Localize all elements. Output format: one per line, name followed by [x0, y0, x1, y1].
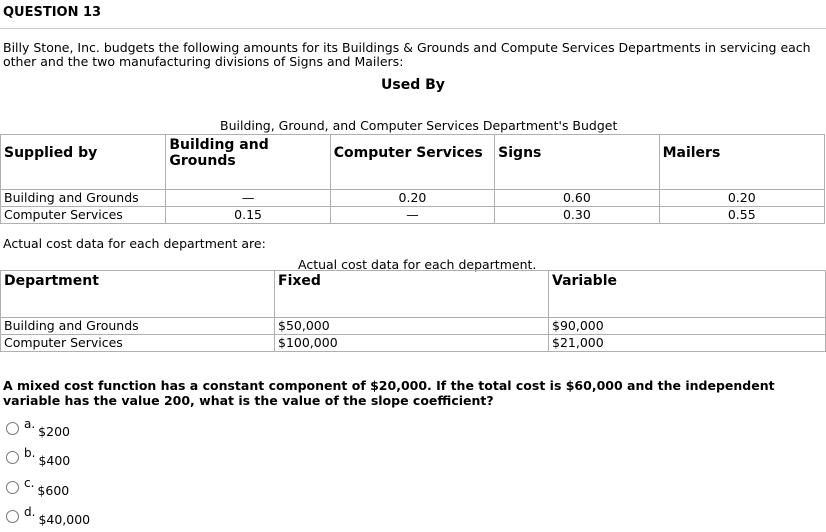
cell: Computer Services [1, 207, 166, 224]
option-letter: a. [24, 417, 36, 431]
header-fixed: Fixed [275, 271, 549, 318]
option-letter: c. [24, 476, 35, 490]
cell: — [166, 190, 330, 207]
option-letter: b. [24, 446, 36, 460]
option-a[interactable] [6, 418, 70, 438]
cell: 0.15 [166, 207, 330, 224]
cell: 0.55 [659, 207, 824, 224]
question-text: A mixed cost function has a constant component of $20,000. If the total cost is $60,000 and the independent variable has the value 200, what is the value of the slope coefficient? [3, 378, 775, 408]
option-value: $40,000 [38, 511, 91, 527]
cost-table [0, 270, 826, 352]
used-by-heading: Used By [381, 77, 445, 93]
table-header-row [1, 135, 825, 190]
table-row [1, 335, 826, 352]
table-row [1, 190, 825, 207]
option-b[interactable] [6, 447, 70, 467]
header-computer-services: Computer Services [330, 135, 494, 190]
radio-button[interactable] [6, 451, 19, 464]
radio-button[interactable] [6, 422, 19, 435]
cell: 0.60 [495, 190, 659, 207]
table-row [1, 207, 825, 224]
budget-table [0, 134, 825, 224]
header-mailers: Mailers [659, 135, 824, 190]
header-signs: Signs [495, 135, 659, 190]
cell: $90,000 [549, 318, 826, 335]
cost-table-caption: Actual cost data for each department. [298, 257, 537, 272]
question-intro: Billy Stone, Inc. budgets the following amounts for its Buildings & Grounds and Compute Services Departments in servicing each other and the two manufacturing divisions of Signs and Mailers: [3, 40, 811, 69]
option-letter: d. [24, 505, 36, 519]
cell: 0.20 [330, 190, 494, 207]
option-c[interactable] [6, 477, 69, 497]
cell: 0.30 [495, 207, 659, 224]
cell: — [330, 207, 494, 224]
table-header-row [1, 271, 826, 318]
header-building-grounds: Building and Grounds [166, 135, 330, 190]
option-value: $200 [38, 423, 70, 439]
question-title: QUESTION 13 [3, 5, 102, 20]
header-department: Department [1, 271, 275, 318]
cell: $21,000 [549, 335, 826, 352]
cell: $50,000 [275, 318, 549, 335]
cell: Building and Grounds [1, 318, 275, 335]
divider [0, 28, 826, 29]
cost-intro: Actual cost data for each department are: [3, 236, 266, 251]
cell: Computer Services [1, 335, 275, 352]
header-variable: Variable [549, 271, 826, 318]
cell: 0.20 [659, 190, 824, 207]
budget-table-caption: Building, Ground, and Computer Services Department's Budget [220, 118, 618, 133]
radio-button[interactable] [6, 510, 19, 523]
cell: Building and Grounds [1, 190, 166, 207]
header-supplied-by: Supplied by [1, 135, 166, 190]
option-d[interactable] [6, 506, 90, 526]
radio-button[interactable] [6, 481, 19, 494]
cell: $100,000 [275, 335, 549, 352]
option-value: $600 [37, 482, 70, 498]
option-value: $400 [38, 452, 71, 468]
table-row [1, 318, 826, 335]
